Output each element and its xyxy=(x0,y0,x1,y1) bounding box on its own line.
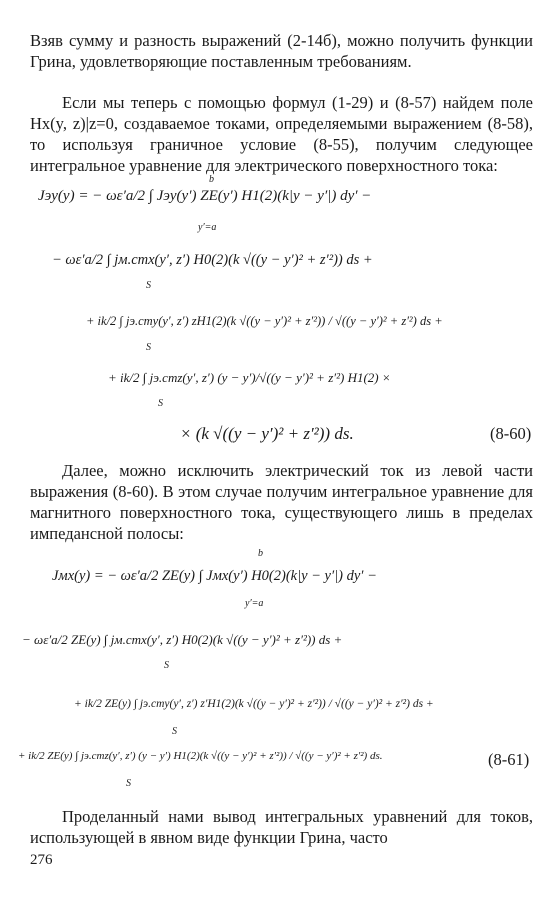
equation-text: + ik/2 ZE(y) ∫ jэ.стy(y′, z′) z′H1(2)(k √((y − y′)² + z′²)) / √((y − y′)² + z′²) ds + xyxy=(74,698,434,710)
integral-lower-limit: y′=a xyxy=(198,222,217,233)
surface-label: S xyxy=(172,726,177,737)
equation-number: (8-61) xyxy=(488,750,530,769)
equation-8-61-line-4 xyxy=(0,742,560,789)
integral-upper-limit: b xyxy=(258,548,263,559)
equation-8-61-line-3 xyxy=(0,690,560,737)
paragraph-text: Проделанный нами вывод интегральных уравнений для токов, использующей в явном виде функции Грина, часто xyxy=(30,807,533,847)
equation-text: Jэy(y) = − ωε′a/2 ∫ Jэy(y′) ZE(y′) H1(2)(k|y − y′|) dy′ − xyxy=(38,188,372,204)
surface-label: S xyxy=(146,342,151,353)
equation-8-60-line-3 xyxy=(0,306,560,353)
paragraph-field-derivation xyxy=(30,92,533,176)
equation-text: Jмx(y) = − ωε′a/2 ZE(y) ∫ Jмx(y′) H0(2)(k|y − y′|) dy′ − xyxy=(52,568,377,584)
equation-8-61-line-1 xyxy=(0,548,560,609)
equation-8-60-line-2 xyxy=(0,244,560,291)
paragraph-magnetic-current xyxy=(30,460,533,544)
equation-text: − ωε′a/2 ∫ jм.стx(y′, z′) H0(2)(k √((y − y′)² + z′²)) ds + xyxy=(52,252,373,268)
paragraph-text: Взяв сумму и разность выражений (2-14б), можно получить функции Грина, удовлетворяющие поставленным требованиям. xyxy=(30,31,533,71)
paragraph-text: Далее, можно исключить электрический ток из левой части выражения (8-60). В этом случае получим интегральное уравнение для магнитного поверхностного тока, существующего лишь в пределах импедансной полосы: xyxy=(30,461,533,543)
equation-text: + ik/2 ∫ jэ.стz(y′, z′) (y − y′)/√((y − y′)² + z′²) H1(2) × xyxy=(108,370,391,385)
paragraph-conclusion xyxy=(30,806,533,848)
paragraph-text: Если мы теперь с помощью формул (1-29) и (8-57) найдем поле Hx(y, z)|z=0, создаваемое токами, определяемыми выражением (8-58), то используя граничное условие (8-55), получим следующее интегральное уравнение для электрического поверхностного тока: xyxy=(30,93,533,175)
surface-label: S xyxy=(164,660,169,671)
equation-text: − ωε′a/2 ZE(y) ∫ jм.стx(y′, z′) H0(2)(k √((y − y′)² + z′²)) ds + xyxy=(22,632,343,647)
equation-8-60-line-5 xyxy=(0,416,560,456)
integral-lower-limit: y′=a xyxy=(245,598,264,609)
equation-text: + ik/2 ∫ jэ.стy(y′, z′) zH1(2)(k √((y − y′)² + z′²)) / √((y − y′)² + z′²) ds + xyxy=(86,314,443,328)
integral-upper-limit: b xyxy=(209,174,214,185)
page-number: 276 xyxy=(30,852,53,868)
equation-text: × (k √((y − y′)² + z′²)) ds. xyxy=(180,424,354,443)
equation-text: + ik/2 ZE(y) ∫ jэ.стz(y′, z′) (y − y′) H1(2)(k √((y − y′)² + z′²)) / √((y − y′)² + z′²) ds. xyxy=(18,750,383,762)
surface-label: S xyxy=(146,280,151,291)
surface-label: S xyxy=(126,778,131,789)
surface-label: S xyxy=(158,398,163,409)
equation-8-60-line-4 xyxy=(0,362,560,409)
equation-8-60-line-1 xyxy=(0,174,560,233)
equation-number: (8-60) xyxy=(490,424,532,443)
equation-8-61-line-2 xyxy=(0,624,560,671)
paragraph-green-functions xyxy=(30,30,533,72)
